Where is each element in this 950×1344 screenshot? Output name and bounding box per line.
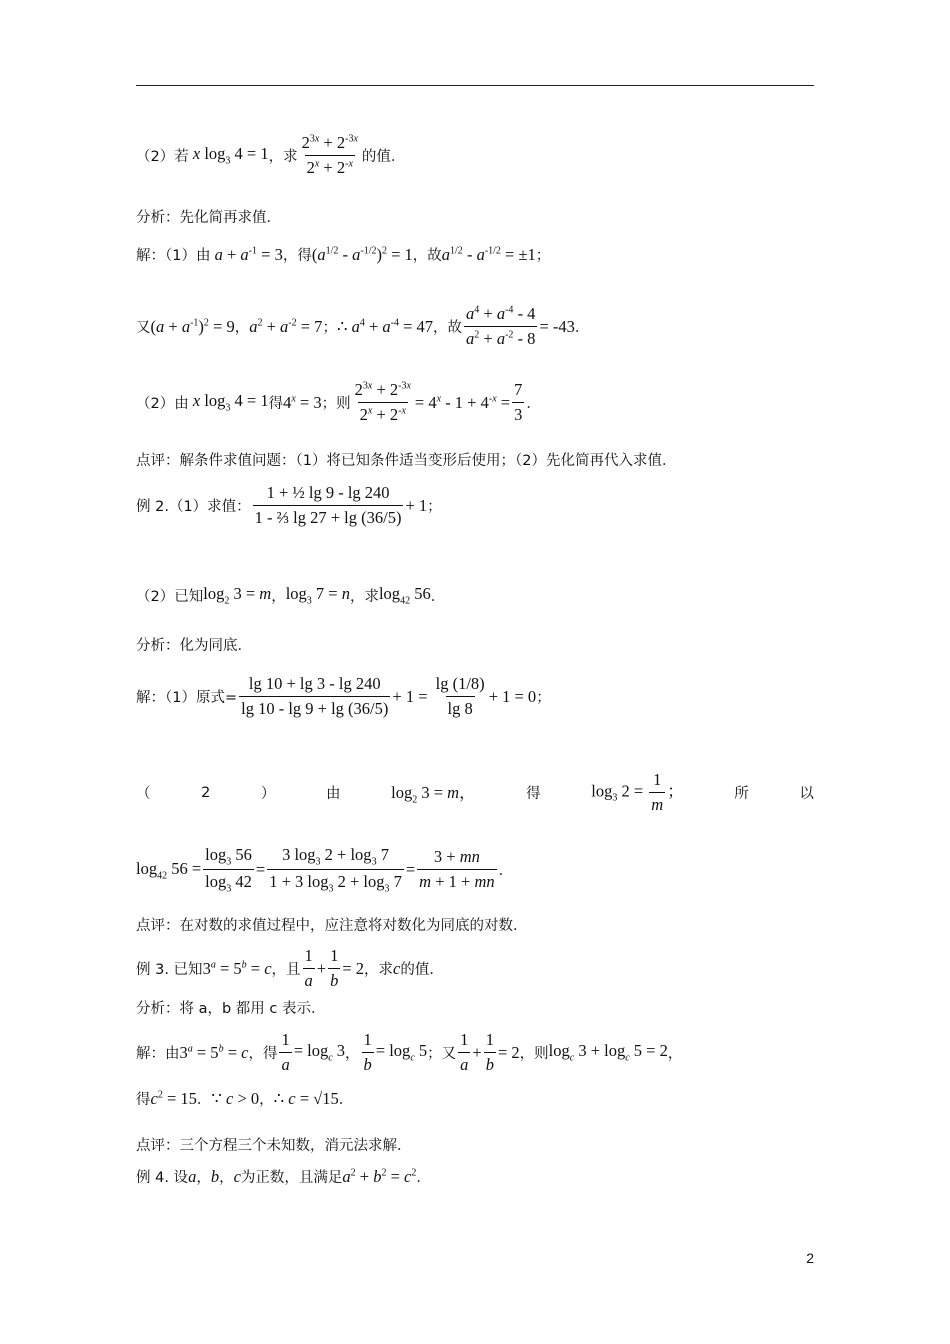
- text-segment: ．: [574, 320, 590, 336]
- math-expression: + 1 =: [392, 686, 432, 706]
- fraction: $\frac{1}{a}$: [304, 946, 313, 990]
- solution-3-line-1: [136, 1030, 682, 1075]
- text-segment: ，故: [412, 248, 442, 264]
- text-segment: 又: [136, 320, 151, 336]
- text-segment: 得: [268, 396, 284, 412]
- example-2-2: [136, 584, 445, 606]
- text-segment: 解：由: [136, 1046, 180, 1062]
- math-expression: $a^2 + b^2 = c^2$: [342, 1166, 417, 1186]
- math-expression: $4^x = 3$: [283, 392, 322, 412]
- text-segment: ．: [430, 588, 446, 605]
- math-expression: = $\log_c 5$: [375, 1041, 428, 1064]
- text-segment: ，求: [364, 962, 394, 978]
- math-expression: $a + a^{-1} = 3$: [214, 244, 283, 264]
- text-segment: 例 2.（1）求值：: [136, 499, 251, 515]
- math-expression: a: [188, 1166, 197, 1186]
- fraction: $\frac{7}{3}$: [514, 380, 523, 424]
- text-segment: ，求: [268, 149, 298, 165]
- analysis-3: 分析：将 a，b 都用 c 表示．: [136, 1001, 326, 1017]
- fraction: $\frac{\log_3 56}{\log_3 42}$: [205, 845, 252, 895]
- math-expression: ∵ c > 0: [211, 1088, 260, 1108]
- math-expression: + 1 = 0: [488, 686, 537, 706]
- text-segment: ；又: [427, 1046, 457, 1062]
- math-expression: = $4^x - 1 + 4^{-x}$ =: [414, 392, 511, 412]
- math-expression: $(a^{1/2} - a^{-1/2})^2 = 1$: [311, 244, 413, 264]
- text-segment: 解：（1）由: [136, 248, 211, 264]
- text-segment: 所: [734, 786, 749, 802]
- comment-1: 点评：解条件求值问题：（1）将已知条件适当变形后使用；（2）先化简再代入求值．: [136, 453, 677, 469]
- text-segment: ，得: [248, 1046, 278, 1062]
- fraction: $\frac{a^4 + a^{-4} - 4}{a^2 + a^{-2} - 8}$: [466, 304, 536, 348]
- text-segment: ，则: [519, 1046, 549, 1062]
- solution-1-line-1: [136, 244, 550, 265]
- math-expression: + 1: [405, 495, 428, 515]
- solution-3-line-2: [136, 1088, 353, 1109]
- text-segment: 故: [447, 320, 463, 336]
- text-segment: ；: [427, 499, 442, 515]
- text-segment: ，: [234, 320, 250, 336]
- math-expression: = 2: [497, 1042, 520, 1062]
- math-expression: $3^a = 5^b = c$: [179, 1042, 249, 1062]
- example-2-1: [136, 483, 442, 528]
- math-expression: +: [316, 958, 327, 978]
- fraction: $\frac{2^{3x} + 2^{-3x}}{2^x + 2^{-x}}$: [301, 133, 358, 177]
- math-expression: x $\log_3 4 = 1$: [192, 144, 269, 167]
- math-expression: = $\log_c 3$: [293, 1041, 346, 1064]
- example-4: [136, 1166, 431, 1187]
- math-expression: x $\log_3 4 = 1$: [192, 391, 269, 414]
- text-segment: ，: [259, 1092, 274, 1108]
- math-expression: $a^{1/2} - a^{-1/2} = \pm 1$: [441, 244, 536, 264]
- comment-2: 点评：在对数的求值过程中，应注意将对数化为同底的对数．: [136, 918, 528, 934]
- math-expression: c: [393, 958, 401, 978]
- math-expression: $\log_2 3 = m$: [203, 584, 272, 607]
- text-segment: ，: [433, 320, 448, 336]
- math-expression: $\log_{42} 56$: [378, 584, 431, 607]
- text-segment: （2）由: [136, 396, 189, 412]
- text-segment: （: [136, 786, 151, 802]
- text-segment: ．: [526, 396, 541, 412]
- math-expression: =: [405, 859, 416, 879]
- fraction: $\frac{\text{1 + ½ lg 9 - lg 240}}{\text{1 - ⅔ lg 27 + lg (36/5)}}$: [254, 483, 402, 527]
- text-segment: 为正数，且满足: [240, 1170, 343, 1186]
- math-expression: =: [255, 859, 266, 879]
- math-expression: $(a + a^{-1})^2 = 9$: [150, 316, 235, 336]
- text-segment: ，: [219, 1170, 234, 1186]
- solution-1-line-2: [136, 304, 589, 349]
- math-expression: $3^a = 5^b = c$: [202, 958, 272, 978]
- math-expression: ∴ c = √15: [273, 1088, 339, 1108]
- text-segment: 由: [326, 786, 341, 802]
- solution-2-line-2: [136, 770, 814, 815]
- text-segment: ；则: [321, 396, 351, 412]
- text-segment: ，且: [271, 962, 301, 978]
- math-expression: +: [472, 1042, 482, 1062]
- text-segment: ．: [338, 1092, 354, 1108]
- math-expression: $\log_2 3 = m$，: [391, 783, 476, 806]
- fraction: $\frac{1}{b}$: [485, 1030, 494, 1074]
- math-expression: b: [210, 1166, 220, 1186]
- problem-1-2: [136, 133, 405, 178]
- text-segment: ；: [322, 320, 337, 336]
- text-segment: ，: [196, 1170, 211, 1186]
- text-segment: ，求: [349, 588, 379, 605]
- text-segment: ；: [536, 690, 551, 706]
- text-segment: 例 4. 设: [136, 1170, 189, 1186]
- math-expression: c: [233, 1166, 241, 1186]
- text-segment: ．: [498, 863, 514, 880]
- fraction: $\frac{1}{a}$: [281, 1030, 290, 1074]
- text-segment: ，: [345, 1046, 360, 1062]
- analysis-2: 分析：化为同底．: [136, 638, 252, 654]
- math-expression: $\log_{42} 56$ =: [136, 858, 202, 881]
- text-segment: ；: [535, 248, 551, 264]
- analysis-1: 分析：先化简再求值．: [136, 210, 281, 226]
- fraction: $\frac{3 \log_3 2 + \log_3 7}{1 + 3 \log_3 2 + \log_3 7}$: [269, 845, 402, 895]
- text-segment: ．: [196, 1092, 212, 1108]
- page-number: 2: [806, 1250, 814, 1266]
- fraction: $\frac{3 + mn}{m + 1 + mn}$: [419, 847, 495, 892]
- header-rule: [136, 85, 814, 86]
- text-segment: ，: [667, 1046, 683, 1062]
- text-segment: 的值．: [400, 962, 444, 978]
- text-segment: 得: [526, 786, 541, 802]
- text-segment: 2: [201, 784, 211, 801]
- math-expression: $\log_3 7 = n$: [285, 584, 350, 607]
- math-expression: $c^2 = 15$: [150, 1088, 197, 1108]
- text-segment: ，: [271, 588, 286, 605]
- math-expression: $\log_c 3 + \log_c 5 = 2$: [548, 1041, 668, 1064]
- text-segment: （2）若: [136, 149, 189, 165]
- fraction: $\frac{\lg (1/8)}{\lg 8}$: [435, 674, 485, 718]
- text-segment: ，得: [282, 248, 312, 264]
- fraction: $\frac{1}{b}$: [330, 946, 339, 990]
- text-segment: 解：（1）原式=: [136, 690, 238, 706]
- example-3: [136, 946, 444, 991]
- solution-2-line-3: [136, 845, 513, 895]
- fraction: $\frac{1}{b}$: [363, 1030, 372, 1074]
- math-expression: $a^2 + a^{-2} = 7$: [249, 316, 323, 336]
- solution-1-line-3: [136, 380, 541, 425]
- fraction: $\frac{1}{a}$: [460, 1030, 469, 1074]
- text-segment: ）: [260, 786, 276, 802]
- math-expression: = 2: [342, 958, 365, 978]
- comment-3: 点评：三个方程三个未知数，消元法求解．: [136, 1138, 412, 1154]
- text-segment: 的值．: [361, 149, 406, 165]
- fraction: $\frac{2^{3x} + 2^{-3x}}{2^x + 2^{-x}}$: [354, 380, 411, 424]
- text-segment: （2）已知: [136, 588, 204, 605]
- math-expression: $\log_3 2$ = $\frac{1}{m}$ ；: [591, 770, 684, 814]
- math-expression: = -43: [539, 316, 575, 336]
- fraction: $\frac{\lg 10 + \lg 3 - \lg 240}{\lg 10 - \lg 9 + \lg (36/5)}$: [241, 674, 389, 718]
- text-segment: 以: [799, 786, 814, 802]
- text-segment: ．: [416, 1170, 431, 1186]
- text-segment: 例 3. 已知: [136, 962, 203, 978]
- solution-2-line-1: [136, 674, 551, 719]
- math-expression: ∴ $a^4 + a^{-4} = 47$: [336, 316, 434, 336]
- text-segment: 得: [136, 1092, 151, 1108]
